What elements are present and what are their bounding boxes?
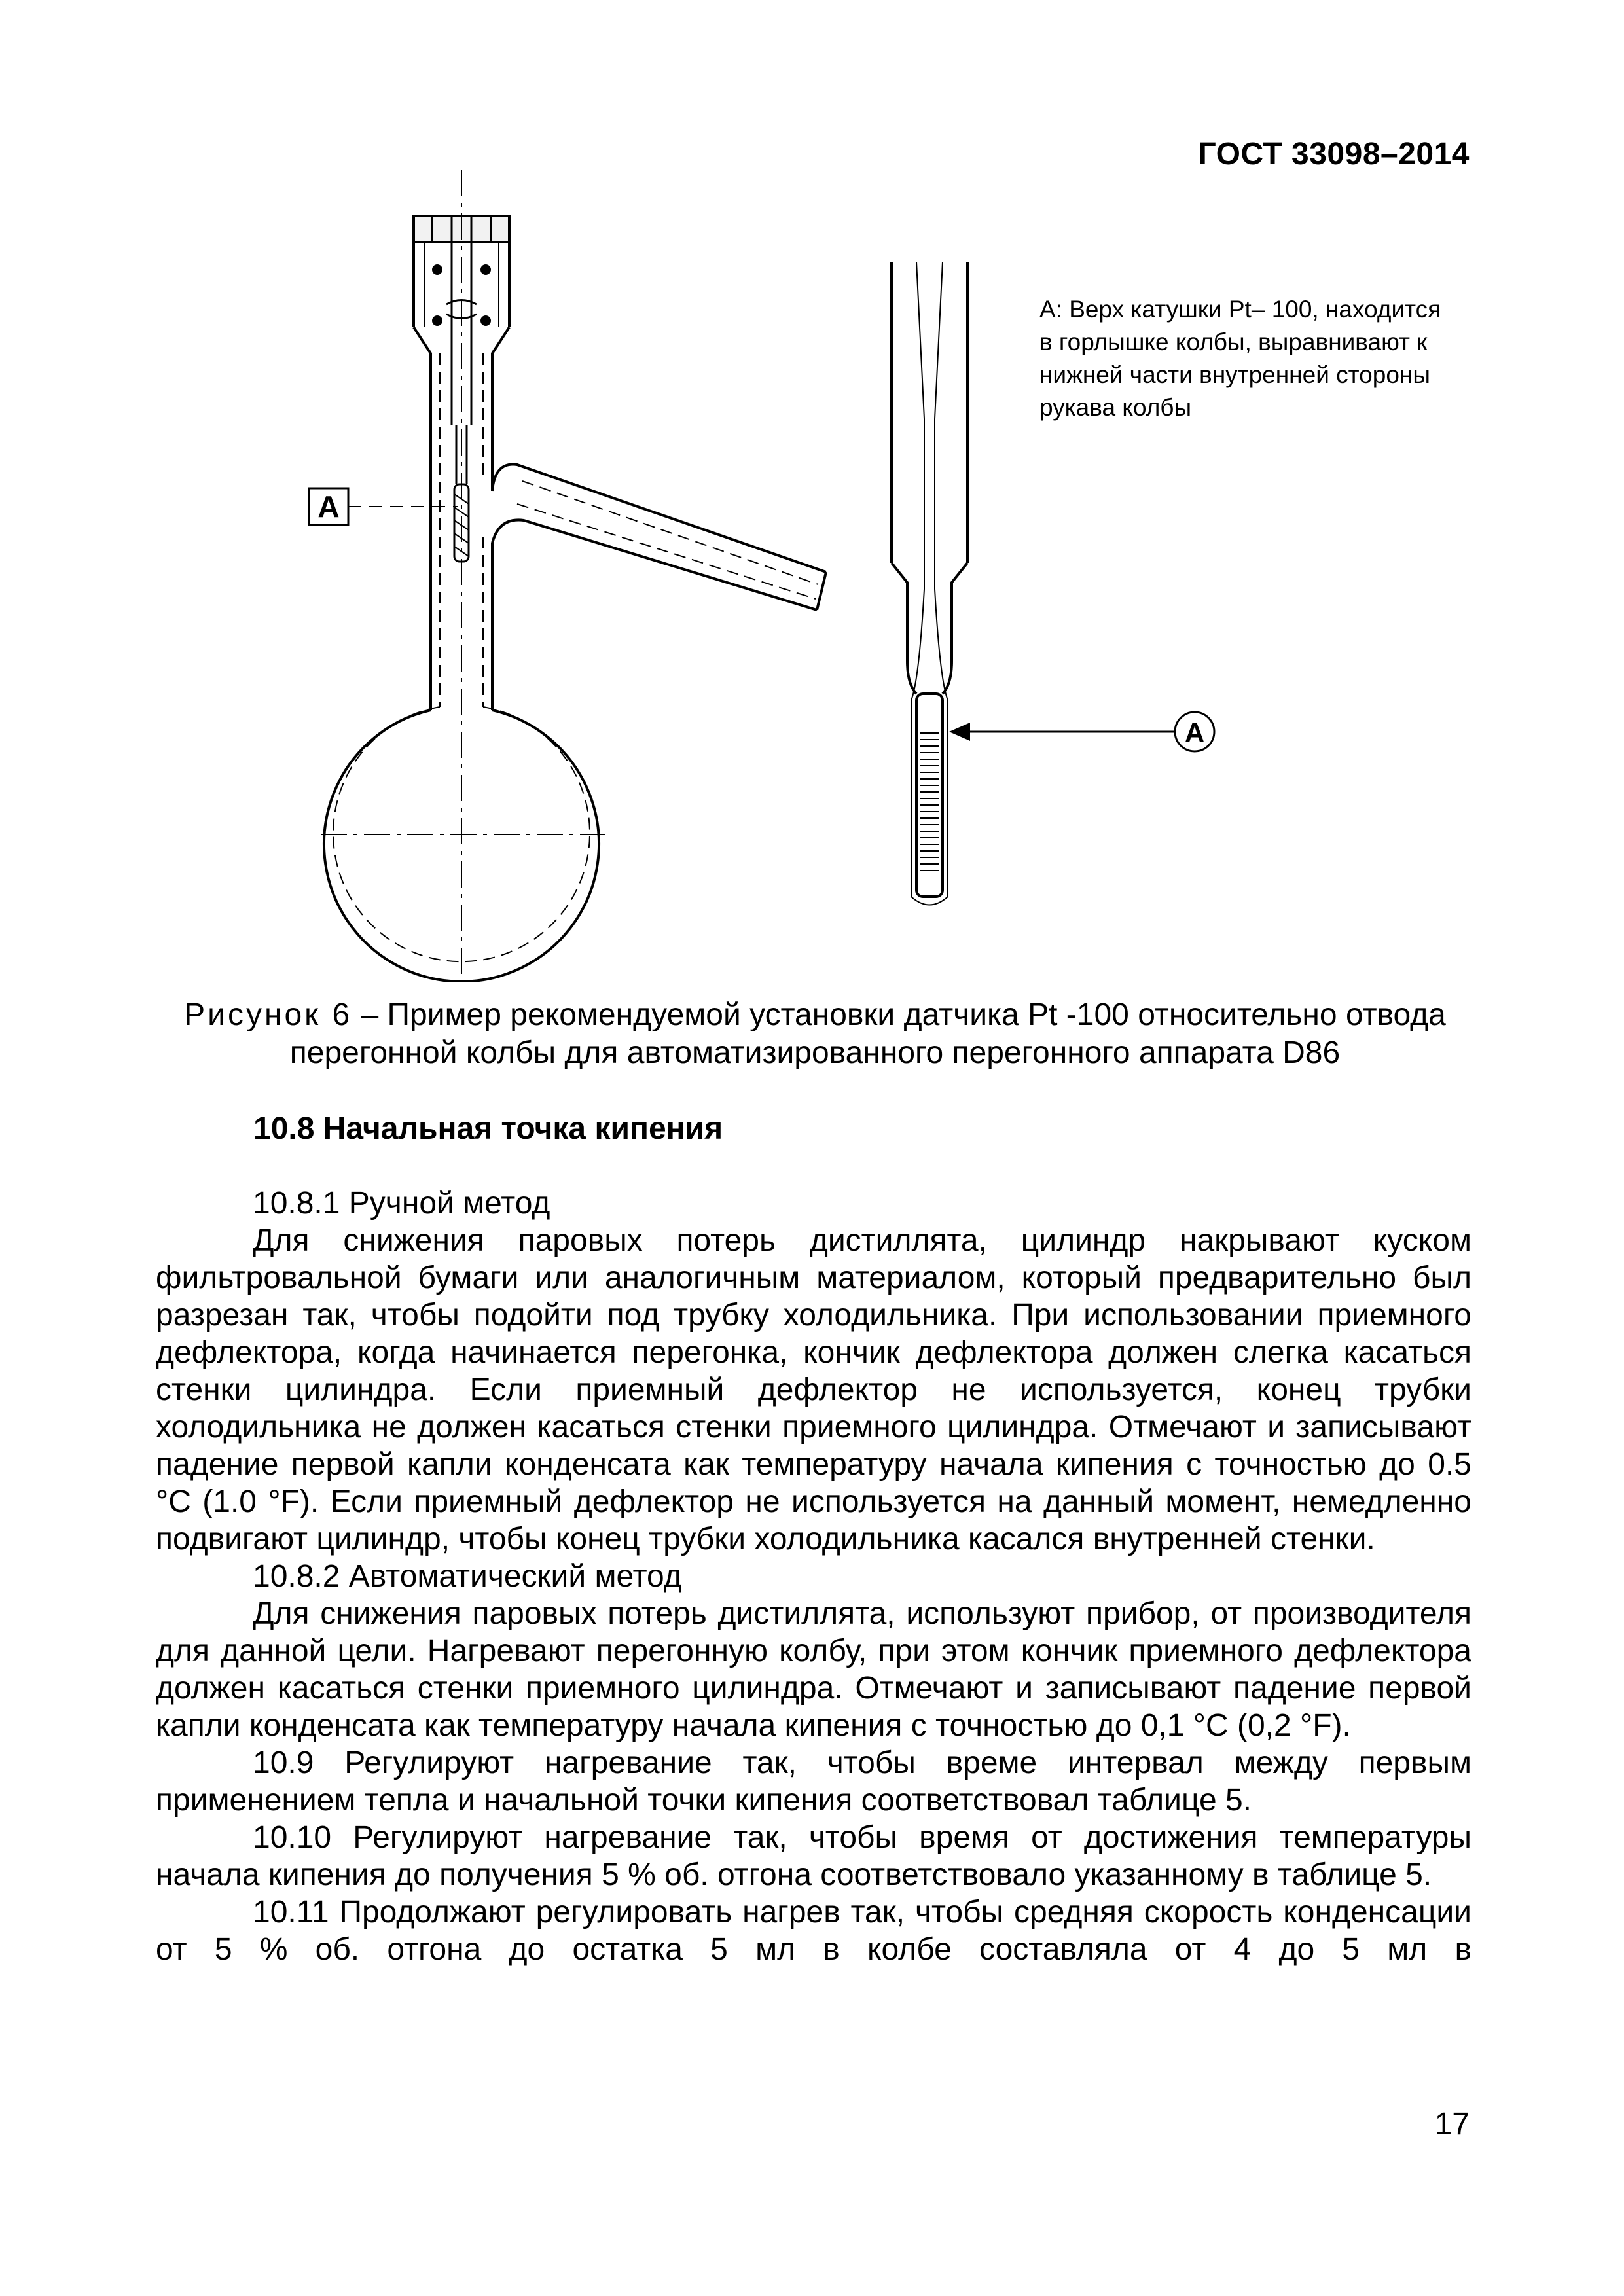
paragraph-1082-title: 10.8.2 Автоматический метод [253, 1559, 682, 1594]
page-number: 17 [1434, 2107, 1470, 2142]
paragraph-1081-body: Для снижения паровых потерь дистиллята, цилиндр накрывают куском фильтровальной бумаги или аналогичным материалом, который предварительно был разрезан так, чтобы подойти под трубку холодильника. При использовании приемного дефлектора, когда начинается перегонка, кончик дефлектора должен слегка касаться стенки цилиндра. Если приемный дефлектор не используется, конец трубки холодильника не должен касаться стенки приемного цилиндра. Отмечают и записывают падение первой капли конденсата как температуру начала кипения с точностью до 0.5 °C (1.0 °F). Если приемный дефлектор не используется на данный момент, немедленно подвигают цилиндр, чтобы конец трубки холодильника касался внутренней стенки. [156, 1223, 1471, 1556]
paragraph-1010: 10.10 Регулируют нагревание так, чтобы время от достижения температуры начала кипения до получения 5 % об. отгона соответствовало указанному в таблице 5. [156, 1820, 1471, 1892]
paragraph-1081-title: 10.8.1 Ручной метод [253, 1186, 550, 1221]
body-text [156, 1185, 1471, 1968]
caption-text: – Пример рекомендуемой установки датчика Pt -100 относительно отвода перегонной колбы для автоматизированного перегонного аппарата D86 [289, 997, 1446, 1070]
paragraph-1082-body: Для снижения паровых потерь дистиллята, используют прибор, от производителя для данной цели. Нагревают перегонную колбу, при этом кончик приемного дефлектора должен касаться стенки приемного цилиндра. Отмечают и записывают падение первой капли конденсата как температуру начала кипения с точностью до 0,1 °С (0,2 °F). [156, 1596, 1471, 1743]
label-a-right: A [1184, 717, 1205, 748]
paragraph-109: 10.9 Регулируют нагревание так, чтобы време интервал между первым применением тепла и начальной точки кипения соответствовал таблице 5. [156, 1746, 1471, 1818]
figure-note: А: Верх катушки Pt– 100, находится в горлышке колбы, выравнивают к нижней части внутренней стороны рукава колбы [1039, 296, 1441, 421]
probe-sensing-element [916, 694, 943, 897]
figure-caption [157, 996, 1473, 1072]
paragraph-1011: 10.11 Продолжают регулировать нагрев так, чтобы средняя скорость конденсации от 5 % об. отгона до остатка 5 мл в колбе составляла от 4 до 5 мл в [156, 1895, 1471, 1967]
caption-label: Рисунок 6 [184, 997, 353, 1032]
section-heading: 10.8 Начальная точка кипения [253, 1111, 723, 1146]
flask-side-arm [492, 465, 826, 573]
document-header: ГОСТ 33098–2014 [1198, 137, 1470, 171]
label-a-left: A [317, 490, 340, 524]
distillation-flask-figure [0, 0, 1624, 982]
